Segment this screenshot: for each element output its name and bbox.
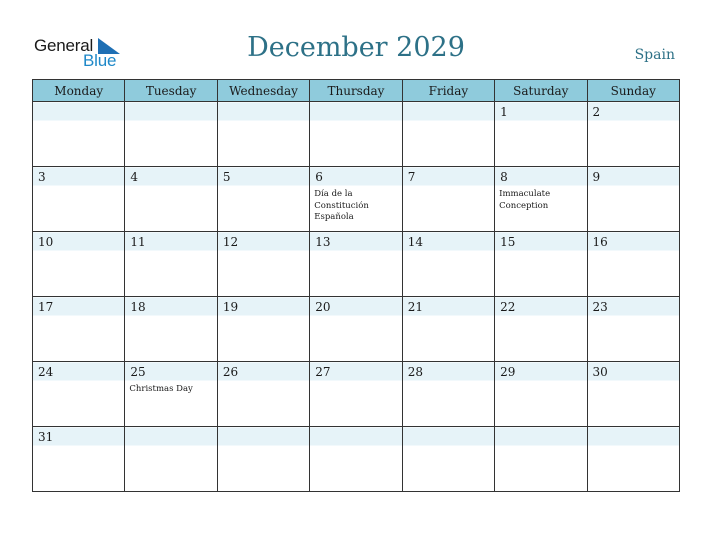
day-cell xyxy=(217,427,309,492)
day-number: 10 xyxy=(38,235,54,249)
calendar-body xyxy=(33,102,680,492)
day-cell xyxy=(310,167,402,232)
week-row xyxy=(33,427,680,492)
weekday-header-thursday: Thursday xyxy=(310,80,402,102)
day-cell xyxy=(33,427,125,492)
day-cell xyxy=(310,102,402,167)
day-cell xyxy=(587,362,679,427)
day-cell xyxy=(402,102,494,167)
day-cell xyxy=(587,297,679,362)
day-cell xyxy=(402,427,494,492)
day-cell xyxy=(587,427,679,492)
day-cell xyxy=(587,167,679,232)
day-cell xyxy=(495,167,587,232)
country-label: Spain xyxy=(634,47,675,63)
day-cell xyxy=(495,362,587,427)
day-number: 6 xyxy=(315,170,323,184)
day-cell xyxy=(125,427,217,492)
day-number: 1 xyxy=(500,105,508,119)
day-number xyxy=(33,102,124,120)
day-cell xyxy=(125,362,217,427)
day-number: 7 xyxy=(407,170,416,184)
day-cell xyxy=(402,232,494,297)
day-cell xyxy=(33,297,125,362)
day-number: 23 xyxy=(592,300,608,314)
day-cell xyxy=(495,297,587,362)
day-cell xyxy=(495,427,587,492)
holiday-label: Immaculate Conception xyxy=(499,189,551,211)
day-cell xyxy=(217,297,309,362)
day-number xyxy=(495,427,586,445)
day-number: 14 xyxy=(407,235,423,249)
day-number: 17 xyxy=(38,300,54,314)
day-number xyxy=(403,427,494,445)
day-cell xyxy=(587,102,679,167)
day-number: 26 xyxy=(222,365,239,379)
day-number: 20 xyxy=(315,300,331,314)
day-cell xyxy=(310,232,402,297)
day-number: 22 xyxy=(500,300,516,314)
day-number: 30 xyxy=(592,365,608,379)
day-number: 31 xyxy=(38,430,54,444)
day-number: 8 xyxy=(500,170,508,184)
day-number: 3 xyxy=(38,170,46,184)
day-cell xyxy=(402,297,494,362)
day-number: 29 xyxy=(500,365,516,379)
day-cell xyxy=(125,232,217,297)
week-row xyxy=(33,102,680,167)
calendar-grid xyxy=(32,79,680,492)
day-number xyxy=(588,427,679,445)
day-number: 2 xyxy=(592,105,601,119)
day-number: 15 xyxy=(500,235,516,249)
day-cell xyxy=(33,102,125,167)
holiday-label: Christmas Day xyxy=(129,384,193,394)
day-number xyxy=(125,102,216,120)
day-cell xyxy=(125,297,217,362)
day-cell xyxy=(402,362,494,427)
day-cell xyxy=(217,232,309,297)
day-number: 12 xyxy=(222,235,239,249)
logo-text-general: General xyxy=(34,36,94,55)
day-cell xyxy=(217,167,309,232)
weekday-header-wednesday: Wednesday xyxy=(217,80,309,102)
day-cell xyxy=(125,102,217,167)
holiday-label: Día de la Constitución Española xyxy=(314,189,369,222)
page-title: December 2029 xyxy=(247,32,465,63)
day-cell xyxy=(495,232,587,297)
day-cell xyxy=(310,427,402,492)
day-number xyxy=(403,102,494,120)
day-number: 5 xyxy=(222,170,231,184)
day-cell xyxy=(310,297,402,362)
day-number: 25 xyxy=(130,365,146,379)
day-number: 21 xyxy=(407,300,423,314)
weekday-header-friday: Friday xyxy=(402,80,494,102)
day-number xyxy=(125,427,216,445)
day-cell xyxy=(217,362,309,427)
day-number xyxy=(218,102,309,120)
day-number xyxy=(218,427,309,445)
week-row xyxy=(33,167,680,232)
day-number: 27 xyxy=(315,365,331,379)
day-cell xyxy=(33,362,125,427)
week-row xyxy=(33,232,680,297)
week-row xyxy=(33,297,680,362)
day-cell xyxy=(217,102,309,167)
day-cell xyxy=(495,102,587,167)
weekday-header-sunday: Sunday xyxy=(587,80,679,102)
day-number: 13 xyxy=(315,235,331,249)
day-number: 4 xyxy=(130,170,139,184)
logo-text-blue: Blue xyxy=(83,51,117,70)
day-number: 11 xyxy=(130,235,146,249)
weekday-header-tuesday: Tuesday xyxy=(125,80,217,102)
day-cell xyxy=(402,167,494,232)
day-number xyxy=(310,427,401,445)
weekday-header-monday: Monday xyxy=(33,80,125,102)
day-number: 28 xyxy=(407,365,423,379)
day-cell xyxy=(33,232,125,297)
weekday-header-row xyxy=(33,80,680,102)
day-cell xyxy=(125,167,217,232)
day-number: 16 xyxy=(592,235,608,249)
day-number: 9 xyxy=(592,170,601,184)
weekday-header-saturday: Saturday xyxy=(495,80,587,102)
day-cell xyxy=(587,232,679,297)
day-number xyxy=(310,102,401,120)
week-row xyxy=(33,362,680,427)
day-cell xyxy=(33,167,125,232)
day-number: 18 xyxy=(130,300,146,314)
day-number: 19 xyxy=(222,300,239,314)
day-number: 24 xyxy=(38,365,54,379)
day-cell xyxy=(310,362,402,427)
